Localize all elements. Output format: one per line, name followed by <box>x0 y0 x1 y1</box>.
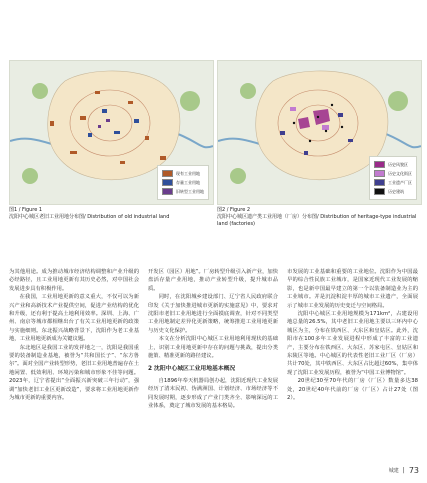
legend-swatch <box>162 170 173 177</box>
legend-label: 工业遗产厂区 <box>388 180 412 185</box>
figure1-legend <box>157 165 209 200</box>
figure1-map <box>9 60 214 205</box>
body-paragraph: 同时，在沈阳城乡建设部门、辽宁省人民政府联合印发《关于加快推进城市更新的实施意见》中，要求对沈阳市老旧工业用地进行全面摸底调查，针对不同类型工业用地制定差异化更新策略，统筹推进工业用地更新与历史文化保护。 <box>148 294 278 334</box>
legend-label: 历史文化街区 <box>388 171 412 176</box>
legend-label: 历史建筑 <box>388 189 404 194</box>
body-paragraph: 为其他用途。成为推动城市经济结构调整和产业升级的必经路径，且工业用地更新有其历史必然，对中国社会发展进步具有积极作用。 <box>9 269 139 292</box>
body-paragraph: 沈阳中心城区工业用地规模为171km²，占建设用地总量的26.5%，其中老旧工业用地主要以三环内中心城区为主，分布在铁西区、大东区和皇姑区。此外，沈阳市在100多年工业发展进程中形成了丰富的工业遗产，主要分布在铁西区、大东区、苏家屯区、皇姑区和东陵区等地。中心城区的代表性老旧工业厂区（厂房）共计70处，其中铁西区、大东区占比超过60%，集中体现了沈阳工业发展历程，被誉为“中国工业博物馆”。 <box>287 311 418 376</box>
journal-name: 城建 <box>388 468 399 474</box>
figure2-map <box>217 60 422 205</box>
body-paragraph: 20世纪30至70年代的厂房（厂区）数量多达38处，20世纪40年代前的厂房（厂区）占计27处（图2）。 <box>287 378 418 402</box>
body-paragraph: 在我国，工业用地更新的意义重大，不仅可以为新兴产业和高新技术产业提供空间，促进产业结构的优化和升级，还有利于提高土地利用效率。深圳、上海、广州、南京等城市都相继出台了有关工业用地更新的政策与实施细则。东北振兴战略背景下，沈阳作为老工业基地，工业用地更新成为关键议题。 <box>9 294 139 343</box>
legend-item <box>162 169 204 178</box>
legend-label: 现有工业用地 <box>176 171 200 176</box>
legend-swatch <box>374 188 385 195</box>
figure2-caption <box>217 207 420 228</box>
legend-swatch <box>162 188 173 195</box>
legend-label: 历史风貌区 <box>388 162 408 167</box>
text-column-2 <box>148 268 278 411</box>
legend-item <box>374 187 412 196</box>
footer-divider: | <box>402 467 405 474</box>
legend-item <box>162 178 204 187</box>
legend-item <box>374 169 412 178</box>
figure1-number: 图1 / Figure 1 <box>9 207 43 213</box>
body-paragraph: 开发区（园区）用地”。厂房转型升级引入新产业，加快盘活存量产业用地，推动产业转型升级，提升城市品质。 <box>148 269 278 292</box>
legend-swatch <box>374 161 385 168</box>
figure2-number: 图2 / Figure 2 <box>217 207 251 213</box>
body-paragraph: 市发展的工业基础和重要的工业地位。沈阳作为中国最早的综合性民族工业城市，是国家近现代工业发展的缩影，也是新中国最早建立的第一个以装备制造业为主的工业城市。并是沉淀积淀丰厚的城市工业遗产，全面展示了城市工业发展的历史变迁与空间格局。 <box>287 269 418 309</box>
urban-area <box>256 71 388 180</box>
figure2-legend <box>369 156 417 200</box>
legend-label: 存量工业用地 <box>176 180 200 185</box>
figure1-caption-text: 沈阳中心城区老旧工业用地分布图/ Distribution of old industrial land <box>9 214 170 220</box>
body-paragraph: 自1896年奉天机器局创办起，沈阳近现代工业发展经历了清末民初、伪满洲国、计划经济、市场经济等不同发展时期，逐步形成了产业门类齐全、影响深远的工业体系，奠定了城市发展的基本格局。 <box>148 377 279 410</box>
page-footer <box>389 466 419 475</box>
page-number: 73 <box>408 466 419 475</box>
legend-label: 旧转型工业用地 <box>176 189 204 194</box>
legend-item <box>374 178 412 187</box>
legend-item <box>162 187 204 196</box>
body-paragraph: 本文在分析沈阳中心城区工业用地利用现状的基础上，识别工业用地更新中存在的问题与挑战，提出分类施策、精准更新的路径建议。 <box>148 336 278 360</box>
legend-swatch <box>162 179 173 186</box>
legend-swatch <box>374 170 385 177</box>
legend-swatch <box>374 179 385 186</box>
legend-item <box>374 160 412 169</box>
section-heading: 2 沈阳中心城区工业用地基本概况 <box>148 366 236 373</box>
body-paragraph: 东北地区是我国工业的发祥地之一，沈阳是我国重要的装备制造业基地，被誉为“共和国长子”、“东方鲁尔”。面对全国产业转型形势，老旧工业用地普遍存在土地闲置、低效利用、环境污染和城市形象不佳等问题。2023年，辽宁省提出“全面振兴新突破三年行动”，强调“加快老旧工业区更新改造”，要求将工业用地更新作为城市更新的重要内容。 <box>9 344 139 402</box>
text-column-3 <box>287 268 418 403</box>
urban-area <box>48 71 180 180</box>
figure1-caption <box>9 207 212 221</box>
figure2-caption-text: 沈阳中心城区遗产类工业用地（厂房）分布图/ Distribution of heritage-type industrial land (factories) <box>217 214 417 227</box>
text-column-1 <box>9 268 139 403</box>
